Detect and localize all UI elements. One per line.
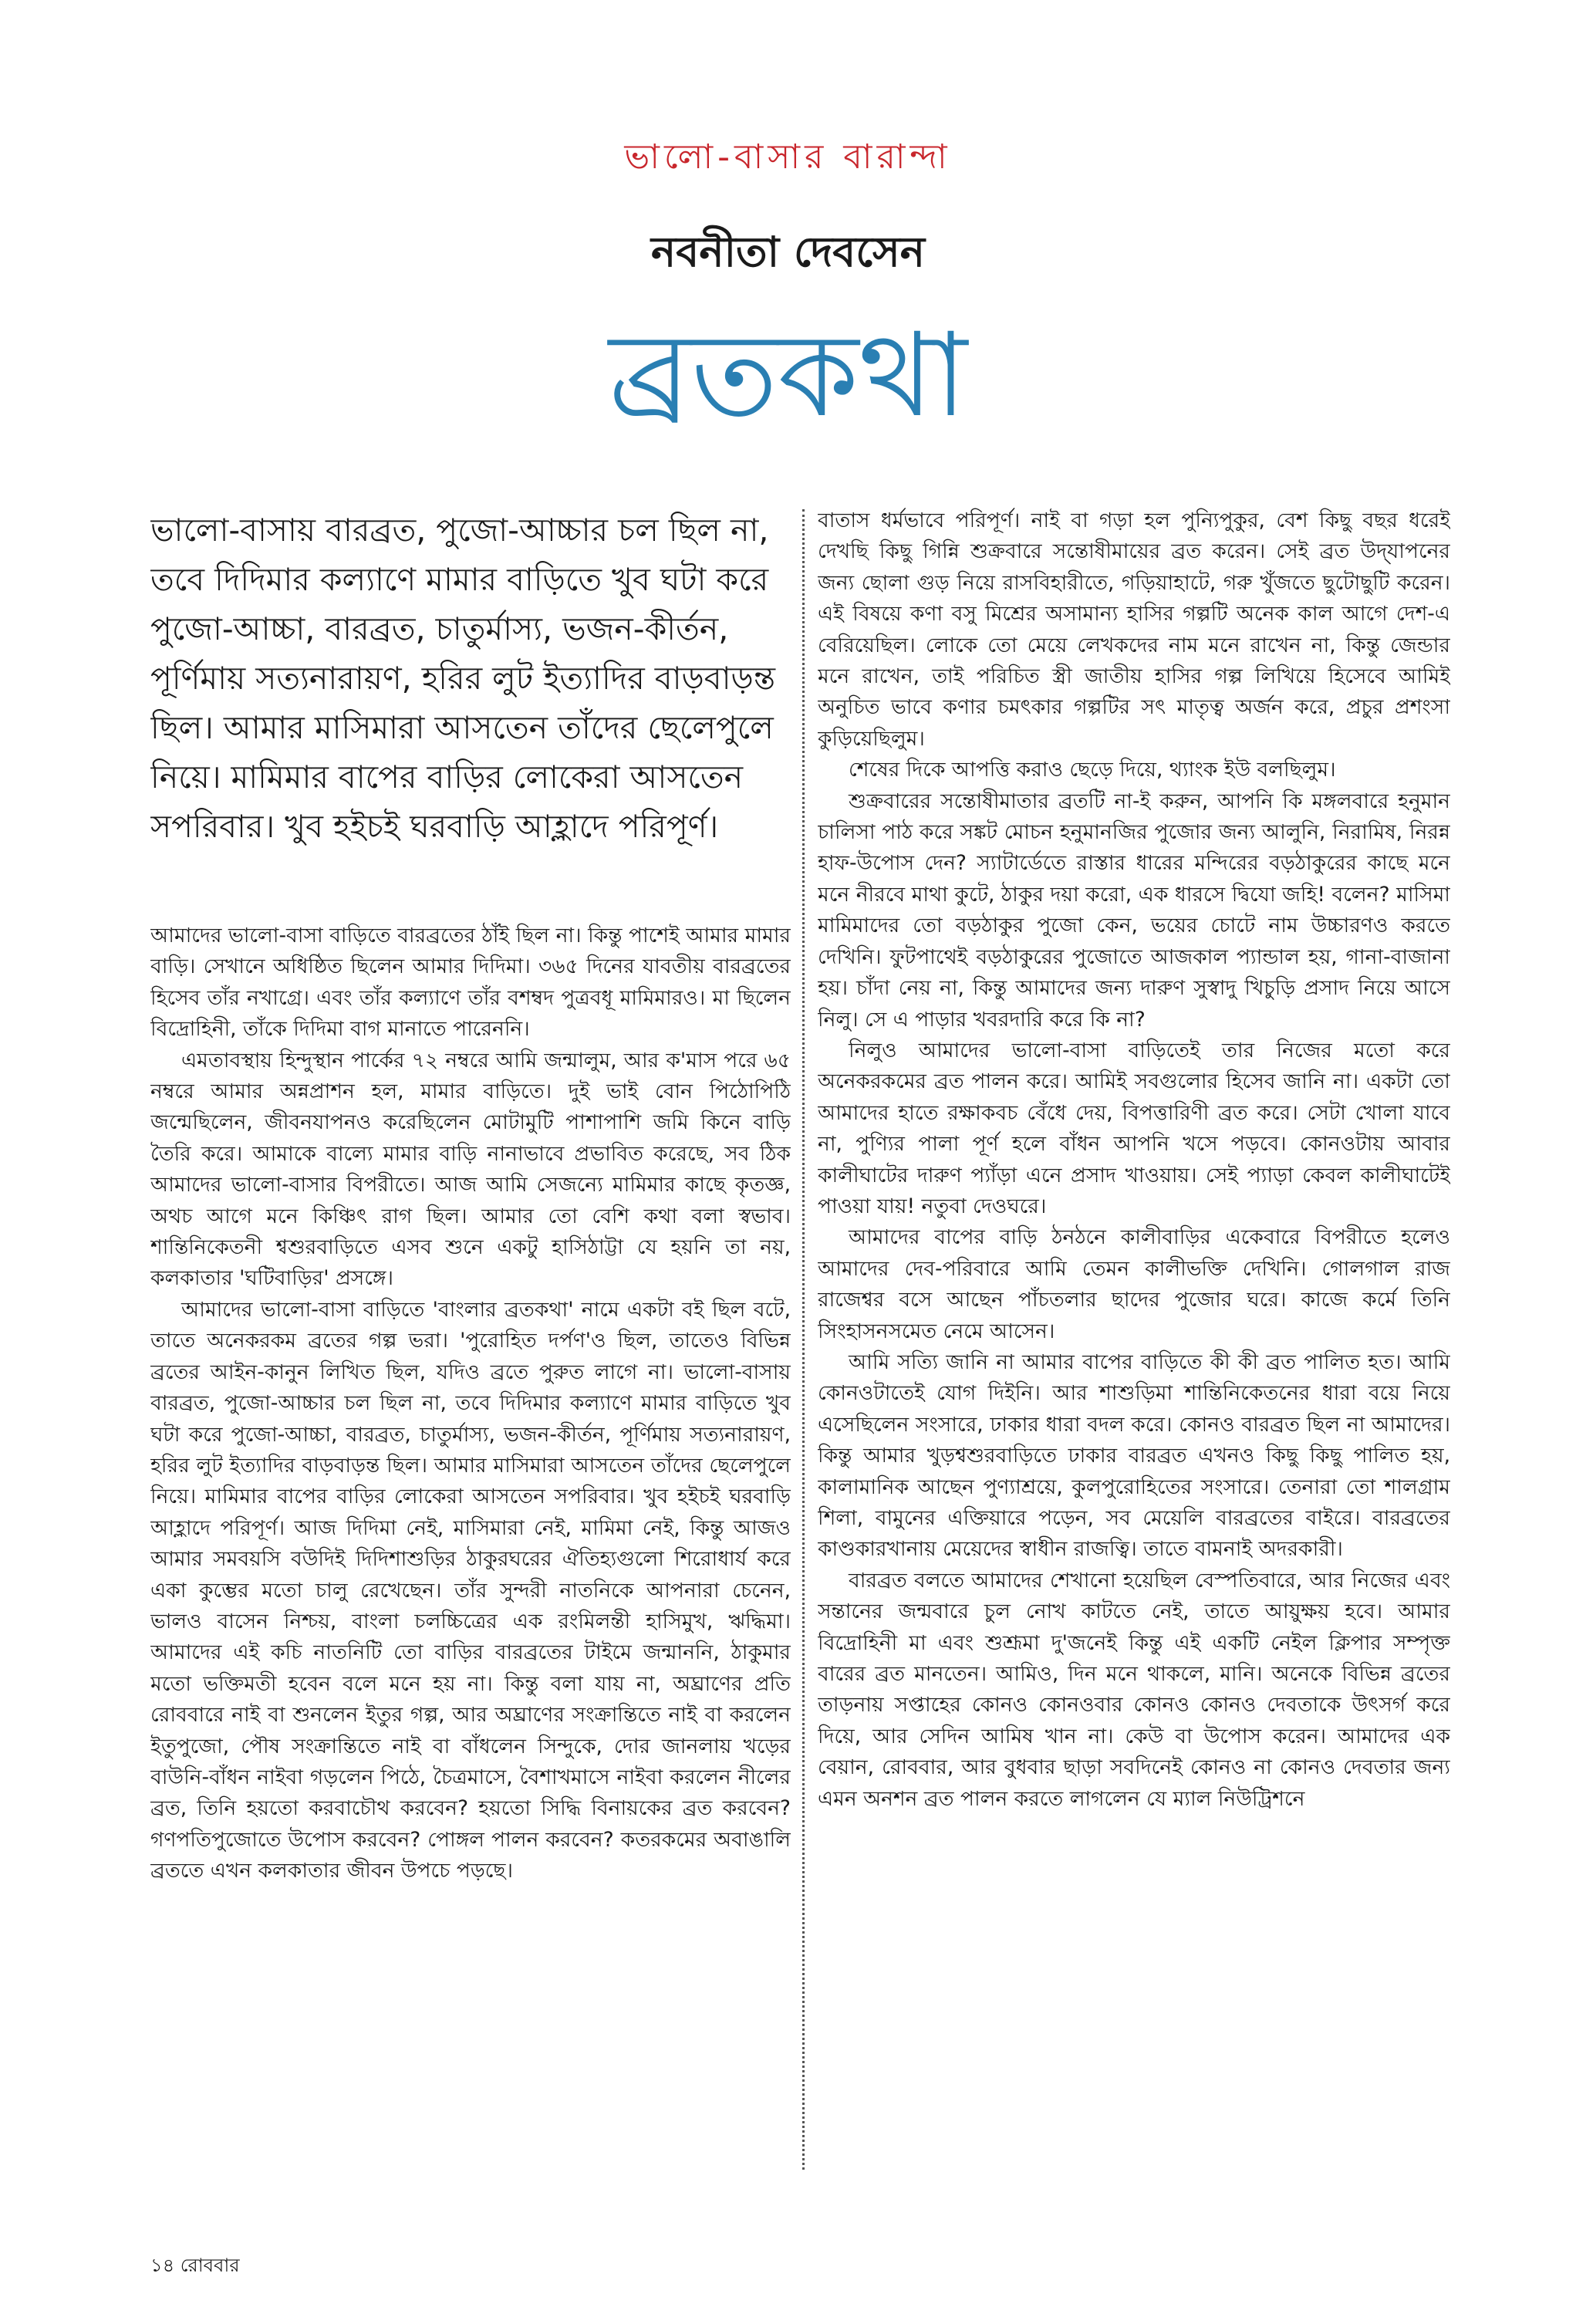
right-column — [818, 505, 1450, 2193]
article-title: ব্রতকথা — [609, 309, 967, 443]
body-paragraph: শুক্রবারের সন্তোষীমাতার ব্রতটি না-ই করুন, আপনি কি মঙ্গলবারে হনুমান চালিসা পাঠ করে সঙ্কট মোচন হনুমানজির পুজোর জন্য আলুনি, নিরামিষ, নিরন্ন হাফ-উপোস দেন? স্যাটার্ডেতে রাস্তার ধারের মন্দিরের বড়ঠাকুরের কাছে মনে মনে নীরবে মাথা কুটে, ঠাকুর দয়া করো, এক ধারসে দ্বিযো জহি! বলেন? মাসিমা মামিমাদের তো বড়ঠাকুর পুজো কেন, ভয়ের চোটে নাম উচ্চারণও করতে দেখিনি। ফুটপাথেই বড়ঠাকুরের পুজোতে আজকাল প্যান্ডাল হয়, গানা-বাজানা হয়। চাঁদা নেয় না, কিন্তু আমাদের জন্য দারুণ সুস্বাদু খিচুড়ি প্রসাদ নিয়ে আসে নিলু। সে এ পাড়ার খবরদারি করে কি না? — [818, 789, 1450, 1032]
body-paragraph: এমতাবস্থায় হিন্দুস্থান পার্কের ৭২ নম্বরে আমি জন্মালুম, আর ক'মাস পরে ৬৫ নম্বরে আমার অন্নপ্রাশন হল, মামার বাড়িতে। দুই ভাই বোন পিঠোপিঠি জন্মেছিলেন, জীবনযাপনও করেছিলেন মোটামুটি পাশাপাশি জমি কিনে বাড়ি তৈরি করে। আমাকে বাল্যে মামার বাড়ি নানাভাবে প্রভাবিত করেছে, সব ঠিক আমাদের ভালো-বাসার বিপরীতে। আজ আমি সেজন্যে মামিমার কাছে কৃতজ্ঞ, অথচ আগে মনে কিঞ্চিৎ রাগ ছিল। আমার তো বেশি কথা বলা স্বভাব। শান্তিনিকেতনী শ্বশুরবাড়িতে এসব শুনে একটু হাসিঠাট্টা যে হয়নি তা নয়, কলকাতার 'ঘটিবাড়ির' প্রসঙ্গে। — [150, 1048, 791, 1291]
body-paragraph: আমাদের বাপের বাড়ি ঠনঠনে কালীবাড়ির একেবারে বিপরীতে হলেও আমাদের দেব-পরিবারে আমি তেমন কালীভক্তি দেখিনি। গোলগাল রাজ রাজেশ্বর বসে আছেন পাঁচতলার ছাদের পুজোর ঘরে। কাজে কর্মে তিনি সিংহাসনসমেত নেমে আসেন। — [818, 1225, 1450, 1343]
body-paragraph: বাতাস ধর্মভাবে পরিপূর্ণ। নাই বা গড়া হল পুন্যিপুকুর, বেশ কিছু বছর ধরেই দেখছি কিছু গিন্নি শুক্রবারে সন্তোষীমায়ের ব্রত করেন। সেই ব্রত উদ্‌যাপনের জন্য ছোলা গুড় নিয়ে রাসবিহারীতে, গড়িয়াহাটে, গরু খুঁজতে ছুটোছুটি করেন। এই বিষয়ে কণা বসু মিশ্রের অসামান্য হাসির গল্পটি অনেক কাল আগে দেশ-এ বেরিয়েছিল। লোকে তো মেয়ে লেখকদের নাম মনে রাখেন না, কিন্তু জেন্ডার মনে রাখেন, তাই পরিচিত স্ত্রী জাতীয় হাসির গল্প লিখিয়ে হিসেবে আমিই অনুচিত ভাবে কণার চমৎকার গল্পটির সৎ মাতৃত্ব অর্জন করে, প্রচুর প্রশংসা কুড়িয়েছিলুম। — [818, 508, 1450, 751]
author-name: নবনীতা দেবসেন — [651, 228, 925, 276]
body-paragraph: আমি সত্যি জানি না আমার বাপের বাড়িতে কী কী ব্রত পালিত হত। আমি কোনওটাতেই যোগ দিইনি। আর শাশুড়িমা শান্তিনিকেতনের ধারা বয়ে নিয়ে এসেছিলেন সংসারে, ঢাকার ধারা বদল করে। কোনও বারব্রত ছিল না আমাদের। কিন্তু আমার খুড়শ্বশুরবাড়িতে ঢাকার বারব্রত এখনও কিছু কিছু পালিত হয়, কালামানিক আছেন পুণ্যাশ্রয়ে, কুলপুরোহিতের সংসারে। তেনারা তো শালগ্রাম শিলা, বামুনের এক্তিয়ারে পড়েন, সব মেয়েলি বারব্রতের বাইরে। বারব্রতের কাণ্ডকারখানায় মেয়েদের স্বাধীন রাজত্বি। তাতে বামনাই অদরকারী। — [818, 1349, 1450, 1562]
body-paragraph: বারব্রত বলতে আমাদের শেখানো হয়েছিল বেস্পতিবারে, আর নিজের এবং সন্তানের জন্মবারে চুল নোখ কাটতে নেই, তাতে আয়ুক্ষয় হবে। আমার বিদ্রোহিনী মা এবং শুশ্রূমা দু'জনেই কিন্তু এই একটি নেইল ক্লিপার সম্পৃক্ত বারের ব্রত মানতেন। আমিও, দিন মনে থাকলে, মানি। অনেকে বিভিন্ন ব্রতের তাড়নায় সপ্তাহের কোনও কোনওবার কোনও কোনও দেবতাকে উৎসর্গ করে দিয়ে, আর সেদিন আমিষ খান না। কেউ বা উপোস করেন। আমাদের এক বেয়ান, রোববার, আর বুধবার ছাড়া সবদিনেই কোনও না কোনও দেবতার জন্য এমন অনশন ব্রত পালন করতে লাগলেন যে ম্যাল নিউট্রিশনে — [818, 1568, 1450, 1811]
body-paragraph: আমাদের ভালো-বাসা বাড়িতে বারব্রতের ঠাঁই ছিল না। কিন্তু পাশেই আমার মামার বাড়ি। সেখানে অধিষ্ঠিত ছিলেন আমার দিদিমা। ৩৬৫ দিনের যাবতীয় বারব্রতের হিসেব তাঁর নখাগ্রে। এবং তাঁর কল্যাণে তাঁর বশম্বদ পুত্রবধূ মামিমারও। মা ছিলেন বিদ্রোহিনী, তাঁকে দিদিমা বাগ মানাতে পারেননি। — [150, 924, 791, 1042]
column-divider — [802, 509, 805, 2170]
left-column — [150, 505, 791, 2193]
lead-pullquote: ভালো-বাসায় বারব্রত, পুজো-আচ্চার চল ছিল না, তবে দিদিমার কল্যাণে মামার বাড়িতে খুব ঘটা করে পুজো-আচ্চা, বারব্রত, চাতুর্মাস্য, ভজন-কীর্তন, পূর্ণিমায় সত্যনারায়ণ, হরির লুট ইত্যাদির বাড়বাড়ন্ত ছিল। আমার মাসিমারা আসতেন তাঁদের ছেলেপুলে নিয়ে। মামিমার বাপের বাড়ির লোকেরা আসতেন সপরিবার। খুব হইচই ঘরবাড়ি আহ্লাদে পরিপূর্ণ। — [150, 512, 776, 845]
body-paragraph: নিলুও আমাদের ভালো-বাসা বাড়িতেই তার নিজের মতো করে অনেকরকমের ব্রত পালন করে। আমিই সবগুলোর হিসেব জানি না। একটা তো আমাদের হাতে রক্ষাকবচ বেঁধে দেয়, বিপত্তারিণী ব্রত করে। সেটা খোলা যাবে না, পুণ্যির পালা পূর্ণ হলে বাঁধন আপনি খসে পড়বে। কোনওটায় আবার কালীঘাটের দারুণ প্যাঁড়া এনে প্রসাদ খাওয়ায়। সেই প্যাড়া কেবল কালীঘাটেই পাওয়া যায়! নতুবা দেওঘরে। — [818, 1038, 1450, 1218]
body-paragraph: শেষের দিকে আপত্তি করাও ছেড়ে দিয়ে, থ্যাংক ইউ বলছিলুম। — [849, 758, 1336, 782]
body-paragraph: আমাদের ভালো-বাসা বাড়িতে 'বাংলার ব্রতকথা' নামে একটা বই ছিল বটে, তাতে অনেকরকম ব্রতের গল্প ভরা। 'পুরোহিত দর্পণ'ও ছিল, তাতেও বিভিন্ন ব্রতের আইন-কানুন লিখিত ছিল, যদিও ব্রতে পুরুত লাগে না। ভালো-বাসায় বারব্রত, পুজো-আচ্চার চল ছিল না, তবে দিদিমার কল্যাণে মামার বাড়িতে খুব ঘটা করে পুজো-আচ্চা, বারব্রত, চাতুর্মাস্য, ভজন-কীর্তন, পূর্ণিমায় সত্যনারায়ণ, হরির লুট ইত্যাদির বাড়বাড়ন্ত ছিল। আমার মাসিমারা আসতেন তাঁদের ছেলেপুলে নিয়ে। মামিমার বাপের বাড়ির লোকেরা আসতেন সপরিবার। খুব হইচই ঘরবাড়ি আহ্লাদে পরিপূর্ণ। আজ দিদিমা নেই, মাসিমারা নেই, মামিমা নেই, কিন্তু আজও আমার সমবয়সি বউদিই দিদিশাশুড়ির ঠাকুরঘরের ঐতিহ্যগুলো শিরোধার্য করে একা কুম্ভের মতো চালু রেখেছেন। তাঁর সুন্দরী নাতনিকে আপনারা চেনেন, ভালও বাসেন নিশ্চয়, বাংলা চলচ্চিত্রের এক রংমিলন্তী হাসিমুখ, ঋদ্ধিমা। আমাদের এই কচি নাতনিটি তো বাড়ির বারব্রতের টাইমে জন্মাননি, ঠাকুমার মতো ভক্তিমতী হবেন বলে মনে হয় না। কিন্তু বলা যায় না, অঘ্রাণের প্রতি রোববারে নাই বা শুনলেন ইতুর গল্প, আর অঘ্রাণের সংক্রান্তিতে নাই বা করলেন ইতুপুজো, পৌষ সংক্রান্তিতে নাই বা বাঁধলেন সিন্দুকে, দোর জানলায় খড়ের বাউনি-বাঁধন নাইবা গড়লেন পিঠে, চৈত্রমাসে, বৈশাখমাসে নাইবা করলেন নীলের ব্রত, তিনি হয়তো করবাচৌথ করবেন? হয়তো সিদ্ধি বিনায়কের ব্রত করবেন? গণপতিপুজোতে উপোস করবেন? পোঙ্গল পালন করবেন? কতরকমের অবাঙালি ব্রততে এখন কলকাতার জীবন উপচে পড়ছে। — [150, 1297, 791, 1883]
page-folio: ১৪ রোববার — [150, 2255, 240, 2276]
series-heading: ভালো-বাসার বারান্দা — [624, 137, 952, 177]
